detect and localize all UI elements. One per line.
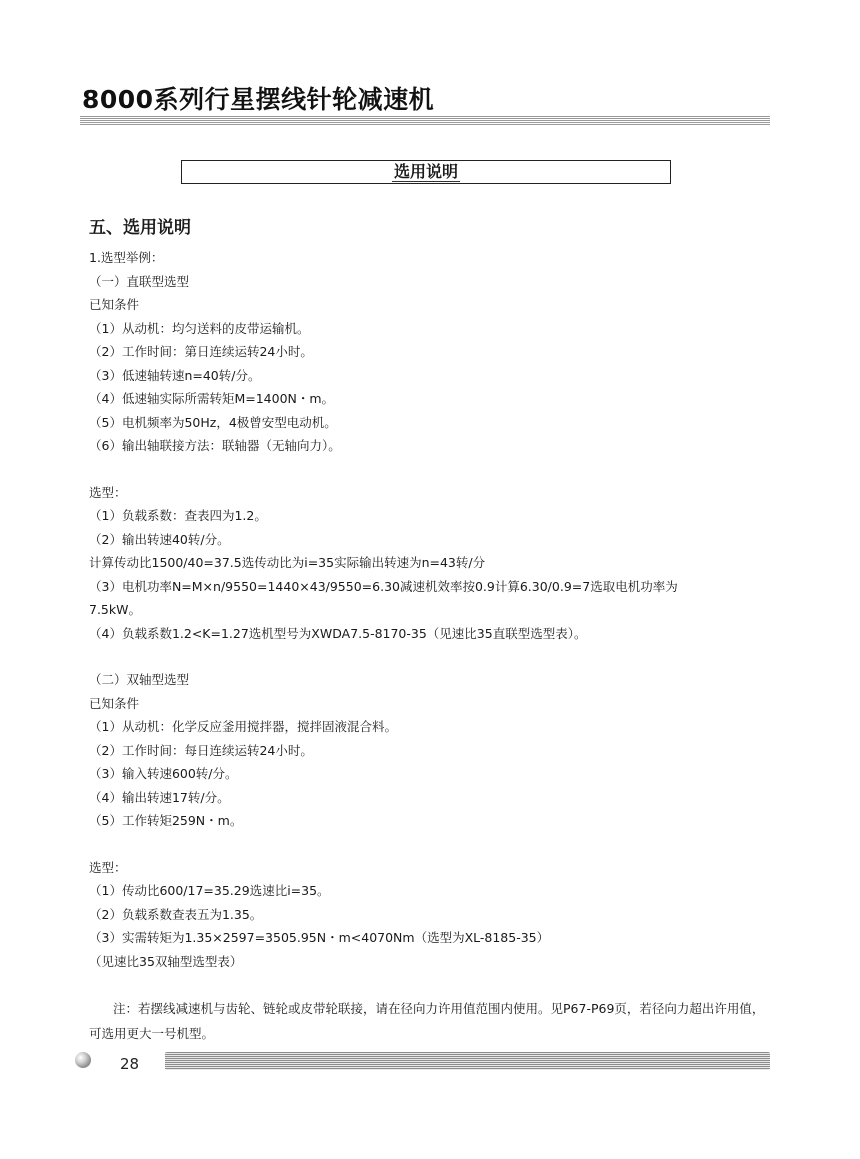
text-line: （1）负载系数：查表四为1.2。: [89, 508, 267, 523]
text-line: 计算传动比1500/40=37.5选传动比为i=35实际输出转速为n=43转/分: [89, 555, 486, 570]
note-paragraph: 注：若摆线减速机与齿轮、链轮或皮带轮联接，请在径向力许用值范围内使用。见P67-P69页，若径向力超出许用值，可选用更大一号机型。: [89, 1001, 765, 1041]
text-line: （4）输出转速17转/分。: [89, 789, 230, 805]
content-body: [89, 216, 779, 1046]
text-line: （3）输入转速600转/分。: [89, 766, 238, 781]
blank-line: [89, 833, 779, 856]
footer-bar: [165, 1052, 770, 1070]
text-line: （3）实需转矩为1.35×2597=3505.95N・m<4070Nm（选型为XL-8185-35）: [89, 930, 550, 945]
text-line: 选型：: [89, 484, 127, 500]
text-line: （二）双轴型选型: [89, 672, 190, 687]
text-line: （1）从动机：化学反应釜用搅拌器，搅拌固液混合料。: [89, 719, 397, 734]
text-line: 7.5kW。: [89, 602, 141, 617]
footer-ball-icon: [75, 1052, 91, 1068]
text-line: （4）低速轴实际所需转矩M=1400N・m。: [89, 391, 335, 406]
text-line: （1）传动比600/17=35.29选速比i=35。: [89, 883, 330, 898]
text-line: （见速比35双轴型选型表）: [89, 953, 243, 969]
section-title-box: [181, 160, 671, 184]
text-line: 已知条件: [89, 695, 140, 711]
text-line: （2）负载系数查表五为1.35。: [89, 906, 263, 922]
text-line: （2）工作时间：第日连续运转24小时。: [89, 344, 313, 359]
title-divider: [80, 116, 770, 125]
text-lines: [89, 246, 779, 996]
text-line: （3）电机功率N=M×n/9550=1440×43/9550=6.30减速机效率按0.9计算6.30/0.9=7选取电机功率为: [89, 578, 678, 594]
document-title: 8000系列行星摆线针轮减速机: [82, 85, 435, 114]
blank-line: [89, 973, 779, 996]
section-heading: 五、选用说明: [89, 218, 191, 238]
text-line: （2）工作时间：每日连续运转24小时。: [89, 742, 313, 758]
text-line: 已知条件: [89, 297, 140, 312]
text-line: 1.选型举例：: [89, 250, 164, 265]
text-line: （6）输出轴联接方法：联轴器（无轴向力）。: [89, 438, 341, 453]
text-line: （2）输出转速40转/分。: [89, 531, 230, 547]
text-line: （4）负载系数1.2<K=1.27选机型号为XWDA7.5-8170-35（见速比35直联型选型表）。: [89, 625, 587, 641]
text-line: （5）电机频率为50Hz，4极曾安型电动机。: [89, 414, 337, 430]
blank-line: [89, 458, 779, 481]
text-line: （3）低速轴转速n=40转/分。: [89, 367, 261, 383]
text-line: 选型：: [89, 859, 127, 875]
section-title: 选用说明: [393, 162, 458, 181]
page-number: 28: [120, 1055, 140, 1073]
text-line: （1）从动机：均匀送料的皮带运输机。: [89, 320, 310, 336]
text-line: （5）工作转矩259N・m。: [89, 813, 243, 828]
blank-line: [89, 645, 779, 668]
text-line: （一）直联型选型: [89, 273, 190, 289]
